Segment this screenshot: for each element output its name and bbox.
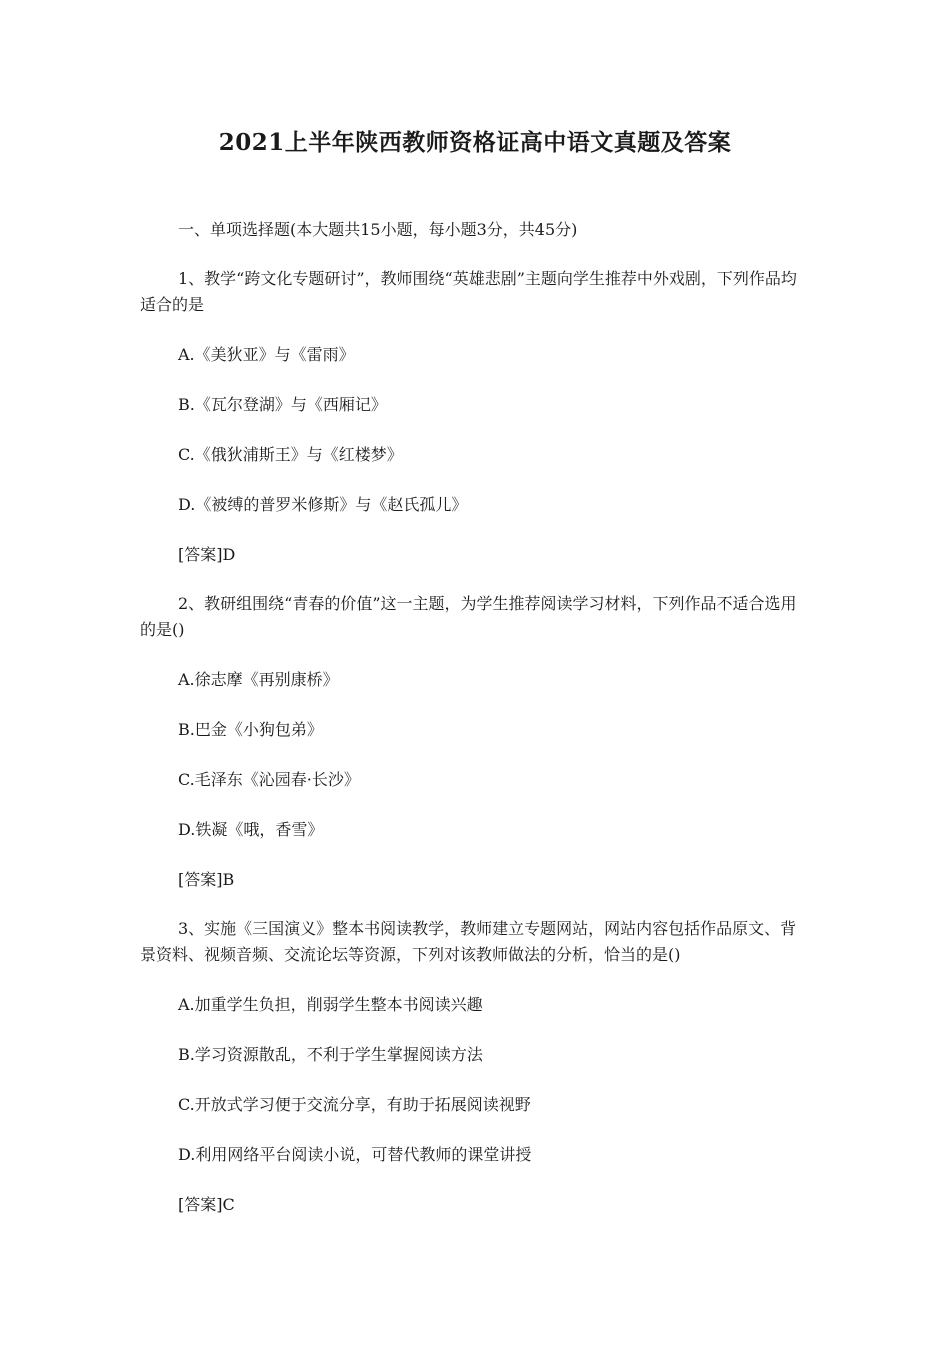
question-1-stem: 1、教学“跨文化专题研讨”，教师围绕“英雄悲剧”主题向学生推荐中外戏剧，下列作品均适合的是 xyxy=(140,269,797,314)
question-1-option-d: D.《被缚的普罗米修斯》与《赵氏孤儿》 xyxy=(178,495,468,514)
question-3-option-c: C.开放式学习便于交流分享，有助于拓展阅读视野 xyxy=(178,1095,531,1114)
question-3-option-b: B.学习资源散乱，不利于学生掌握阅读方法 xyxy=(178,1045,483,1064)
question-2-stem: 2、教研组围绕“青春的价值”这一主题，为学生推荐阅读学习材料，下列作品不适合选用的是() xyxy=(140,594,797,639)
question-3-option-a: A.加重学生负担，削弱学生整本书阅读兴趣 xyxy=(178,995,483,1014)
section-heading: 一、单项选择题(本大题共15小题，每小题3分，共45分) xyxy=(178,220,578,239)
question-1-option-c: C.《俄狄浦斯王》与《红楼梦》 xyxy=(178,445,403,464)
question-3-option-d: D.利用网络平台阅读小说，可替代教师的课堂讲授 xyxy=(178,1145,532,1164)
question-1-option-a: A.《美狄亚》与《雷雨》 xyxy=(178,345,355,364)
question-2-answer: [答案]B xyxy=(178,870,235,889)
question-2-option-a: A.徐志摩《再别康桥》 xyxy=(178,670,339,689)
question-1-option-b: B.《瓦尔登湖》与《西厢记》 xyxy=(178,395,387,414)
question-2-option-c: C.毛泽东《沁园春·长沙》 xyxy=(178,770,360,789)
question-2-option-b: B.巴金《小狗包弟》 xyxy=(178,720,323,739)
question-1-answer: [答案]D xyxy=(178,545,236,564)
question-3-stem: 3、实施《三国演义》整本书阅读教学，教师建立专题网站，网站内容包括作品原文、背景资料、视频音频、交流论坛等资源，下列对该教师做法的分析，恰当的是() xyxy=(140,919,797,964)
question-2-option-d: D.铁凝《哦，香雪》 xyxy=(178,820,324,839)
document-title: 2021上半年陕西教师资格证高中语文真题及答案 xyxy=(218,129,732,156)
question-3-answer: [答案]C xyxy=(178,1195,235,1214)
